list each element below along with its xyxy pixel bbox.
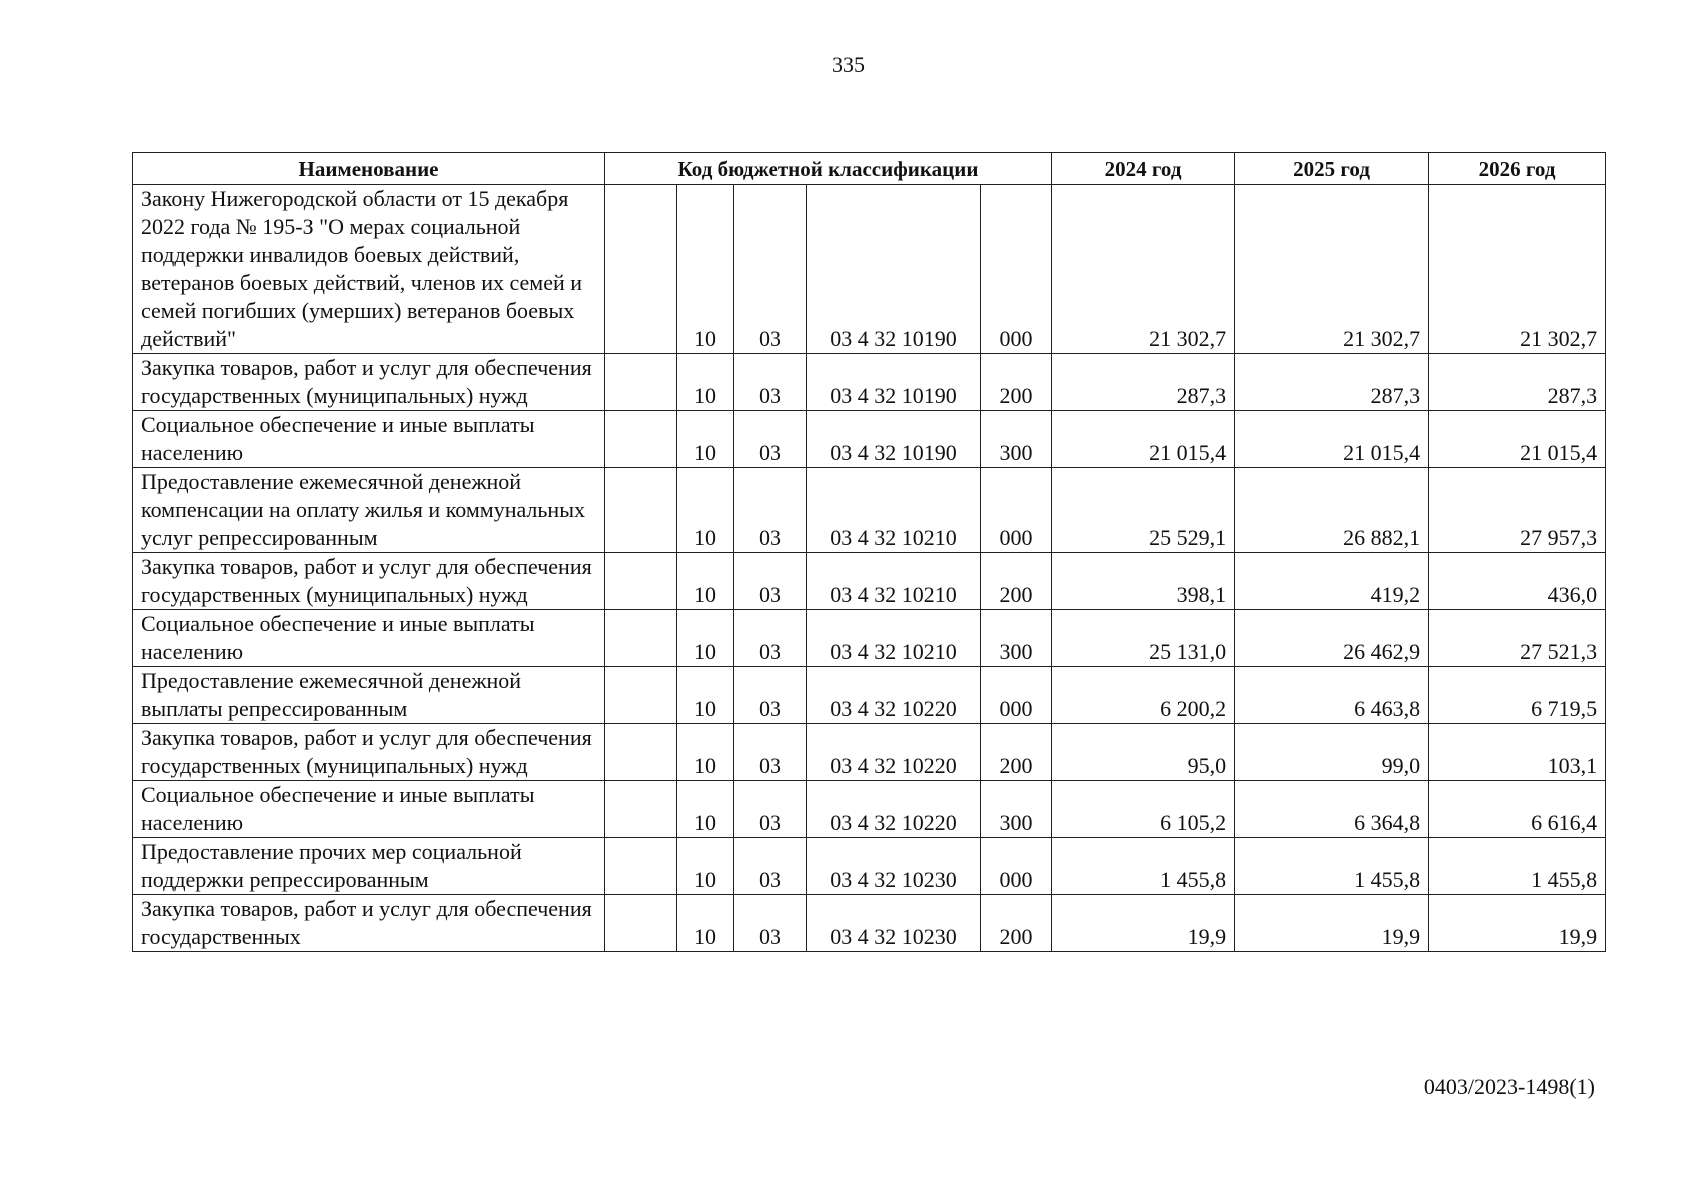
row-name: Закупка товаров, работ и услуг для обеспечения государственных (муниципальных) нужд xyxy=(133,553,605,610)
row-name: Социальное обеспечение и иные выплаты населению xyxy=(133,781,605,838)
table-row xyxy=(133,354,1606,411)
section-code: 10 xyxy=(677,185,734,354)
expense-type-code: 300 xyxy=(981,610,1052,667)
section-code: 10 xyxy=(677,411,734,468)
amount-2025: 6 463,8 xyxy=(1235,667,1429,724)
expense-type-code: 200 xyxy=(981,354,1052,411)
document-number: 0403/2023-1498(1) xyxy=(1423,1074,1595,1099)
amount-2025: 1 455,8 xyxy=(1235,838,1429,895)
subsection-code: 03 xyxy=(734,610,807,667)
row-name: Предоставление прочих мер социальной поддержки репрессированным xyxy=(133,838,605,895)
header-budget-code: Код бюджетной классификации xyxy=(605,153,1052,185)
subsection-code: 03 xyxy=(734,185,807,354)
table-row xyxy=(133,781,1606,838)
amount-2024: 19,9 xyxy=(1052,895,1235,952)
row-name: Социальное обеспечение и иные выплаты населению xyxy=(133,610,605,667)
amount-2024: 1 455,8 xyxy=(1052,838,1235,895)
amount-2026: 1 455,8 xyxy=(1429,838,1606,895)
amount-2026: 27 957,3 xyxy=(1429,468,1606,553)
expense-type-code: 000 xyxy=(981,185,1052,354)
row-name: Закупка товаров, работ и услуг для обеспечения государственных (муниципальных) нужд xyxy=(133,724,605,781)
table-row xyxy=(133,838,1606,895)
amount-2025: 19,9 xyxy=(1235,895,1429,952)
table-row xyxy=(133,411,1606,468)
target-article-code: 03 4 32 10190 xyxy=(807,354,981,411)
section-code: 10 xyxy=(677,354,734,411)
subsection-code: 03 xyxy=(734,895,807,952)
table-row xyxy=(133,468,1606,553)
expense-type-code: 200 xyxy=(981,724,1052,781)
header-year-2026: 2026 год xyxy=(1429,153,1606,185)
row-name: Закупка товаров, работ и услуг для обеспечения государственных (муниципальных) нужд xyxy=(133,354,605,411)
target-article-code: 03 4 32 10210 xyxy=(807,553,981,610)
table-row xyxy=(133,553,1606,610)
row-name: Предоставление ежемесячной денежной компенсации на оплату жилья и коммунальных услуг репрессированным xyxy=(133,468,605,553)
expense-type-code: 300 xyxy=(981,411,1052,468)
budget-table xyxy=(132,152,1606,952)
amount-2024: 6 200,2 xyxy=(1052,667,1235,724)
amount-2026: 21 302,7 xyxy=(1429,185,1606,354)
target-article-code: 03 4 32 10190 xyxy=(807,411,981,468)
section-code: 10 xyxy=(677,553,734,610)
empty-cell xyxy=(605,895,677,952)
expense-type-code: 300 xyxy=(981,781,1052,838)
subsection-code: 03 xyxy=(734,724,807,781)
empty-cell xyxy=(605,411,677,468)
section-code: 10 xyxy=(677,724,734,781)
amount-2024: 287,3 xyxy=(1052,354,1235,411)
target-article-code: 03 4 32 10220 xyxy=(807,667,981,724)
subsection-code: 03 xyxy=(734,553,807,610)
target-article-code: 03 4 32 10190 xyxy=(807,185,981,354)
target-article-code: 03 4 32 10220 xyxy=(807,724,981,781)
subsection-code: 03 xyxy=(734,411,807,468)
section-code: 10 xyxy=(677,468,734,553)
amount-2025: 99,0 xyxy=(1235,724,1429,781)
amount-2024: 25 131,0 xyxy=(1052,610,1235,667)
target-article-code: 03 4 32 10220 xyxy=(807,781,981,838)
table-row xyxy=(133,895,1606,952)
table-row xyxy=(133,185,1606,354)
amount-2024: 398,1 xyxy=(1052,553,1235,610)
section-code: 10 xyxy=(677,667,734,724)
amount-2025: 6 364,8 xyxy=(1235,781,1429,838)
table-header-row xyxy=(133,153,1606,185)
target-article-code: 03 4 32 10230 xyxy=(807,838,981,895)
header-year-2024: 2024 год xyxy=(1052,153,1235,185)
row-name: Социальное обеспечение и иные выплаты населению xyxy=(133,411,605,468)
amount-2024: 21 302,7 xyxy=(1052,185,1235,354)
subsection-code: 03 xyxy=(734,468,807,553)
page-number: 335 xyxy=(832,52,865,77)
expense-type-code: 000 xyxy=(981,667,1052,724)
expense-type-code: 000 xyxy=(981,468,1052,553)
amount-2026: 6 719,5 xyxy=(1429,667,1606,724)
amount-2026: 287,3 xyxy=(1429,354,1606,411)
amount-2026: 436,0 xyxy=(1429,553,1606,610)
target-article-code: 03 4 32 10230 xyxy=(807,895,981,952)
empty-cell xyxy=(605,185,677,354)
header-year-2025: 2025 год xyxy=(1235,153,1429,185)
amount-2025: 21 015,4 xyxy=(1235,411,1429,468)
table-row xyxy=(133,610,1606,667)
amount-2025: 419,2 xyxy=(1235,553,1429,610)
expense-type-code: 000 xyxy=(981,838,1052,895)
amount-2024: 6 105,2 xyxy=(1052,781,1235,838)
amount-2025: 26 882,1 xyxy=(1235,468,1429,553)
target-article-code: 03 4 32 10210 xyxy=(807,610,981,667)
empty-cell xyxy=(605,553,677,610)
subsection-code: 03 xyxy=(734,354,807,411)
empty-cell xyxy=(605,610,677,667)
section-code: 10 xyxy=(677,895,734,952)
amount-2026: 27 521,3 xyxy=(1429,610,1606,667)
empty-cell xyxy=(605,724,677,781)
section-code: 10 xyxy=(677,838,734,895)
amount-2026: 21 015,4 xyxy=(1429,411,1606,468)
amount-2025: 26 462,9 xyxy=(1235,610,1429,667)
amount-2024: 95,0 xyxy=(1052,724,1235,781)
empty-cell xyxy=(605,354,677,411)
amount-2024: 21 015,4 xyxy=(1052,411,1235,468)
section-code: 10 xyxy=(677,781,734,838)
subsection-code: 03 xyxy=(734,838,807,895)
subsection-code: 03 xyxy=(734,781,807,838)
amount-2025: 287,3 xyxy=(1235,354,1429,411)
amount-2025: 21 302,7 xyxy=(1235,185,1429,354)
table-row xyxy=(133,667,1606,724)
table-row xyxy=(133,724,1606,781)
subsection-code: 03 xyxy=(734,667,807,724)
empty-cell xyxy=(605,781,677,838)
expense-type-code: 200 xyxy=(981,553,1052,610)
expense-type-code: 200 xyxy=(981,895,1052,952)
row-name: Закупка товаров, работ и услуг для обеспечения государственных xyxy=(133,895,605,952)
amount-2024: 25 529,1 xyxy=(1052,468,1235,553)
row-name: Предоставление ежемесячной денежной выплаты репрессированным xyxy=(133,667,605,724)
row-name: Закону Нижегородской области от 15 декабря 2022 года № 195-З "О мерах социальной поддержки инвалидов боевых действий, ветеранов боевых действий, членов их семей и семей погибших (умерших) ветеранов боевых действий" xyxy=(133,185,605,354)
amount-2026: 19,9 xyxy=(1429,895,1606,952)
empty-cell xyxy=(605,667,677,724)
header-name: Наименование xyxy=(133,153,605,185)
amount-2026: 6 616,4 xyxy=(1429,781,1606,838)
empty-cell xyxy=(605,468,677,553)
amount-2026: 103,1 xyxy=(1429,724,1606,781)
target-article-code: 03 4 32 10210 xyxy=(807,468,981,553)
section-code: 10 xyxy=(677,610,734,667)
empty-cell xyxy=(605,838,677,895)
